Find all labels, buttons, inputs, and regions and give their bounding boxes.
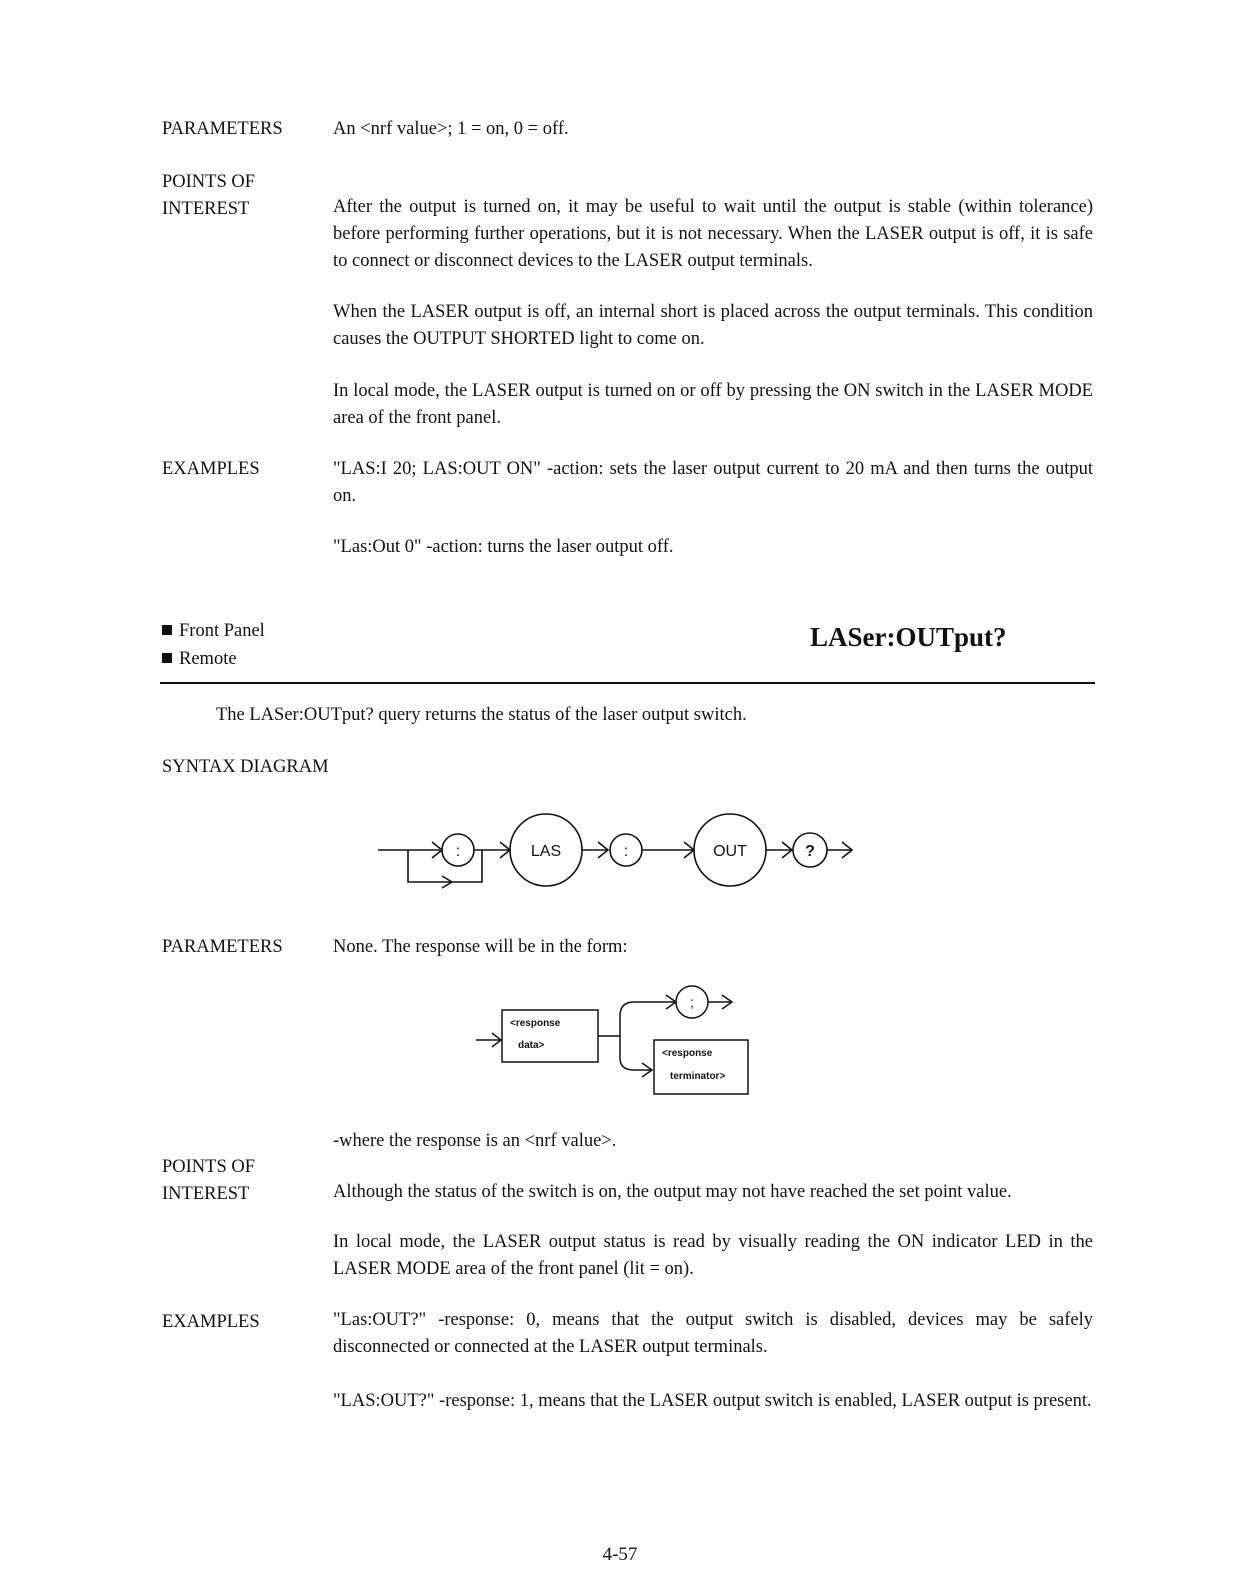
- poi-paragraph: In local mode, the LASER output is turned on or off by pressing the ON switch in the LASER MODE area of the front panel.: [333, 381, 1093, 428]
- example-item: "Las:OUT?" -response: 0, means that the output switch is disabled, devices may be safely disconnected or connected at the LASER output terminals.: [333, 1310, 1093, 1357]
- parameters-label: PARAMETERS: [162, 119, 283, 139]
- colon-2-label: :: [623, 843, 629, 860]
- poi-paragraph: Although the status of the switch is on, the output may not have reached the set point value.: [333, 1182, 1012, 1202]
- poi-paragraph: In local mode, the LASER output status is read by visually reading the ON indicator LED in the LASER MODE area of the front panel (lit = on).: [333, 1232, 1093, 1279]
- poi-paragraph: When the LASER output is off, an internal short is placed across the output terminals. This condition causes the OUTPUT SHORTED light to come on.: [333, 302, 1093, 349]
- poi-label-line1: POINTS OF: [162, 1157, 256, 1177]
- terminator-line1: <response: [662, 1048, 713, 1059]
- command-title: LASer:OUTput?: [810, 622, 1007, 652]
- examples-label: EXAMPLES: [162, 459, 260, 479]
- query-label: ?: [805, 843, 815, 860]
- points-of-interest-label: [162, 169, 255, 223]
- poi-paragraph: After the output is turned on, it may be useful to wait until the output is stable (within tolerance) before performing further operations, but it is not necessary. When the LASER output is off, it is safe to connect or disconnect devices to the LASER output terminals.: [333, 197, 1093, 271]
- response-data-line1: <response: [510, 1018, 561, 1029]
- example-item: "LAS:OUT?" -response: 1, means that the LASER output switch is enabled, LASER output is present.: [333, 1391, 1092, 1411]
- colon-1-label: :: [455, 843, 461, 860]
- square-bullet-icon: [162, 625, 172, 635]
- poi-label-line2: INTEREST: [162, 199, 250, 219]
- examples-label-2: EXAMPLES: [162, 1312, 260, 1332]
- parameters-label-2: PARAMETERS: [162, 937, 283, 957]
- separator-label: ;: [690, 994, 694, 1010]
- page-number: 4-57: [602, 1544, 638, 1565]
- points-of-interest-label-2: [162, 1154, 255, 1208]
- where-text: -where the response is an <nrf value>.: [333, 1131, 617, 1151]
- las-label: LAS: [530, 843, 562, 860]
- header-divider: [160, 682, 1095, 684]
- response-data-line2: data>: [518, 1040, 545, 1051]
- example-item: "LAS:I 20; LAS:OUT ON" -action: sets the laser output current to 20 mA and then turns the output on.: [333, 459, 1093, 506]
- square-bullet-icon: [162, 653, 172, 663]
- parameters-text-2: None. The response will be in the form:: [333, 937, 628, 957]
- bullet-remote: Remote: [162, 646, 237, 672]
- parameters-text: An <nrf value>; 1 = on, 0 = off.: [333, 119, 569, 139]
- command-description: The LASer:OUTput? query returns the status of the laser output switch.: [216, 705, 747, 725]
- example-item: "Las:Out 0" -action: turns the laser output off.: [333, 537, 674, 557]
- syntax-diagram-label: SYNTAX DIAGRAM: [162, 757, 329, 777]
- response-form-diagram: [470, 982, 760, 1100]
- syntax-diagram: [370, 800, 870, 910]
- out-label: OUT: [713, 843, 747, 860]
- terminator-line2: terminator>: [670, 1071, 726, 1082]
- poi-label-line1: POINTS OF: [162, 172, 256, 192]
- poi-label-line2: INTEREST: [162, 1184, 250, 1204]
- bullet-front-panel: Front Panel: [162, 618, 265, 644]
